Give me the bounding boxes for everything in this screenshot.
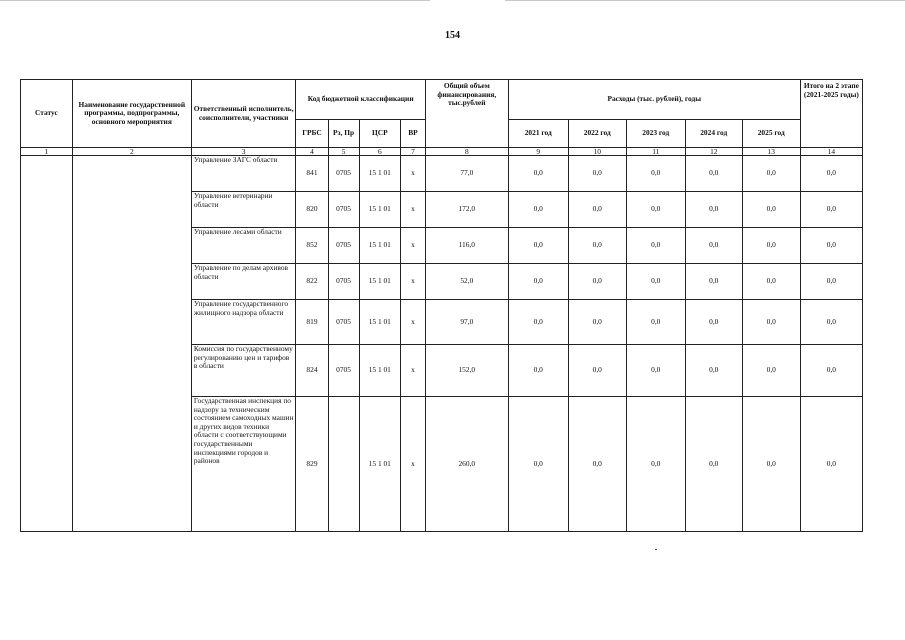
rzpr-cell: 0705 — [328, 264, 359, 300]
csr-cell: 15 1 01 — [359, 300, 400, 345]
year-2024-cell: 0,0 — [685, 264, 742, 300]
vr-cell: х — [401, 345, 426, 397]
year-2024-cell: 0,0 — [685, 397, 742, 532]
executor-cell: Управление ветеринарии области — [191, 192, 296, 228]
csr-cell: 15 1 01 — [359, 397, 400, 532]
stage-total-cell: 0,0 — [800, 228, 862, 264]
column-number: 13 — [742, 148, 800, 156]
grbs-cell: 820 — [296, 192, 328, 228]
stage-total-cell: 0,0 — [800, 345, 862, 397]
executor-cell: Управление государственного жилищного надзора области — [191, 300, 296, 345]
year-2022-cell: 0,0 — [568, 192, 626, 228]
executor-cell: Управление лесами области — [191, 228, 296, 264]
column-number: 2 — [72, 148, 191, 156]
year-2021-cell: 0,0 — [508, 264, 568, 300]
year-2022-cell: 0,0 — [568, 156, 626, 192]
program-name-cell — [72, 156, 191, 532]
header-vr: ВР — [401, 120, 426, 148]
year-2025-cell: 0,0 — [742, 156, 800, 192]
header-total-volume: Общий объем финансирования, тыс.рублей — [425, 80, 508, 148]
column-number: 8 — [425, 148, 508, 156]
year-2023-cell: 0,0 — [626, 192, 685, 228]
header-stage-total: Итого на 2 этапе (2021-2025 годы) — [800, 80, 862, 148]
year-2025-cell: 0,0 — [742, 228, 800, 264]
column-number: 10 — [568, 148, 626, 156]
year-2025-cell: 0,0 — [742, 300, 800, 345]
header-year-2025: 2025 год — [742, 120, 800, 148]
page-number: 154 — [445, 30, 460, 41]
year-2024-cell: 0,0 — [685, 156, 742, 192]
column-number: 6 — [359, 148, 400, 156]
year-2022-cell: 0,0 — [568, 300, 626, 345]
csr-cell: 15 1 01 — [359, 345, 400, 397]
year-2022-cell: 0,0 — [568, 397, 626, 532]
year-2025-cell: 0,0 — [742, 192, 800, 228]
column-number: 9 — [508, 148, 568, 156]
year-2024-cell: 0,0 — [685, 228, 742, 264]
stage-total-cell: 0,0 — [800, 397, 862, 532]
scan-line-top-right — [505, 0, 905, 1]
column-number-row — [21, 148, 863, 156]
year-2025-cell: 0,0 — [742, 264, 800, 300]
total-cell: 116,0 — [425, 228, 508, 264]
grbs-cell: 852 — [296, 228, 328, 264]
header-expenses: Расходы (тыс. рублей), годы — [508, 80, 800, 120]
rzpr-cell: 0705 — [328, 228, 359, 264]
stage-total-cell: 0,0 — [800, 300, 862, 345]
vr-cell: х — [401, 264, 426, 300]
year-2021-cell: 0,0 — [508, 345, 568, 397]
grbs-cell: 841 — [296, 156, 328, 192]
column-number: 11 — [626, 148, 685, 156]
total-cell: 52,0 — [425, 264, 508, 300]
header-rzpr: Рз, Пр — [328, 120, 359, 148]
year-2023-cell: 0,0 — [626, 300, 685, 345]
header-executor: Ответственный исполнитель, соисполнители, участники — [191, 80, 296, 148]
executor-cell: Управление по делам архивов области — [191, 264, 296, 300]
year-2025-cell: 0,0 — [742, 345, 800, 397]
financing-table — [20, 79, 863, 532]
year-2021-cell: 0,0 — [508, 156, 568, 192]
vr-cell: х — [401, 300, 426, 345]
header-status: Статус — [21, 80, 73, 148]
header-year-2022: 2022 год — [568, 120, 626, 148]
year-2021-cell: 0,0 — [508, 397, 568, 532]
year-2023-cell: 0,0 — [626, 264, 685, 300]
year-2021-cell: 0,0 — [508, 300, 568, 345]
total-cell: 260,0 — [425, 397, 508, 532]
year-2022-cell: 0,0 — [568, 345, 626, 397]
year-2023-cell: 0,0 — [626, 397, 685, 532]
total-cell: 97,0 — [425, 300, 508, 345]
column-number: 4 — [296, 148, 328, 156]
grbs-cell: 829 — [296, 397, 328, 532]
header-year-2021: 2021 год — [508, 120, 568, 148]
year-2023-cell: 0,0 — [626, 228, 685, 264]
vr-cell: х — [401, 397, 426, 532]
grbs-cell: 819 — [296, 300, 328, 345]
csr-cell: 15 1 01 — [359, 264, 400, 300]
header-grbs: ГРБС — [296, 120, 328, 148]
rzpr-cell — [328, 397, 359, 532]
year-2021-cell: 0,0 — [508, 192, 568, 228]
grbs-cell: 824 — [296, 345, 328, 397]
vr-cell: х — [401, 156, 426, 192]
csr-cell: 15 1 01 — [359, 192, 400, 228]
column-number: 12 — [685, 148, 742, 156]
header-program-name: Наименование государственной программы, подпрограммы, основного мероприятия — [72, 80, 191, 148]
csr-cell: 15 1 01 — [359, 228, 400, 264]
header-budget-code: Код бюджетной классификации — [296, 80, 425, 120]
column-number: 1 — [21, 148, 73, 156]
year-2025-cell: 0,0 — [742, 397, 800, 532]
year-2023-cell: 0,0 — [626, 345, 685, 397]
rzpr-cell: 0705 — [328, 345, 359, 397]
year-2023-cell: 0,0 — [626, 156, 685, 192]
table-row — [21, 156, 863, 192]
year-2024-cell: 0,0 — [685, 192, 742, 228]
year-2021-cell: 0,0 — [508, 228, 568, 264]
header-csr: ЦСР — [359, 120, 400, 148]
header-year-2023: 2023 год — [626, 120, 685, 148]
header-year-2024: 2024 год — [685, 120, 742, 148]
executor-cell: Государственная инспекция по надзору за техническим состоянием самоходных машин и других видов техники области с соответствующими государственными инспекциями городов и районов — [191, 397, 296, 532]
vr-cell: х — [401, 192, 426, 228]
total-cell: 152,0 — [425, 345, 508, 397]
column-number: 14 — [800, 148, 862, 156]
year-2022-cell: 0,0 — [568, 228, 626, 264]
total-cell: 172,0 — [425, 192, 508, 228]
grbs-cell: 822 — [296, 264, 328, 300]
csr-cell: 15 1 01 — [359, 156, 400, 192]
year-2024-cell: 0,0 — [685, 345, 742, 397]
column-number: 3 — [191, 148, 296, 156]
column-number: 5 — [328, 148, 359, 156]
executor-cell: Управление ЗАГС области — [191, 156, 296, 192]
scan-line-top-left — [0, 0, 430, 1]
rzpr-cell: 0705 — [328, 300, 359, 345]
vr-cell: х — [401, 228, 426, 264]
total-cell: 77,0 — [425, 156, 508, 192]
stage-total-cell: 0,0 — [800, 156, 862, 192]
stage-total-cell: 0,0 — [800, 264, 862, 300]
year-2024-cell: 0,0 — [685, 300, 742, 345]
year-2022-cell: 0,0 — [568, 264, 626, 300]
rzpr-cell: 0705 — [328, 192, 359, 228]
scan-speck — [655, 549, 657, 550]
stage-total-cell: 0,0 — [800, 192, 862, 228]
status-cell — [21, 156, 73, 532]
rzpr-cell: 0705 — [328, 156, 359, 192]
executor-cell: Комиссия по государственному регулированию цен и тарифов в области — [191, 345, 296, 397]
column-number: 7 — [401, 148, 426, 156]
